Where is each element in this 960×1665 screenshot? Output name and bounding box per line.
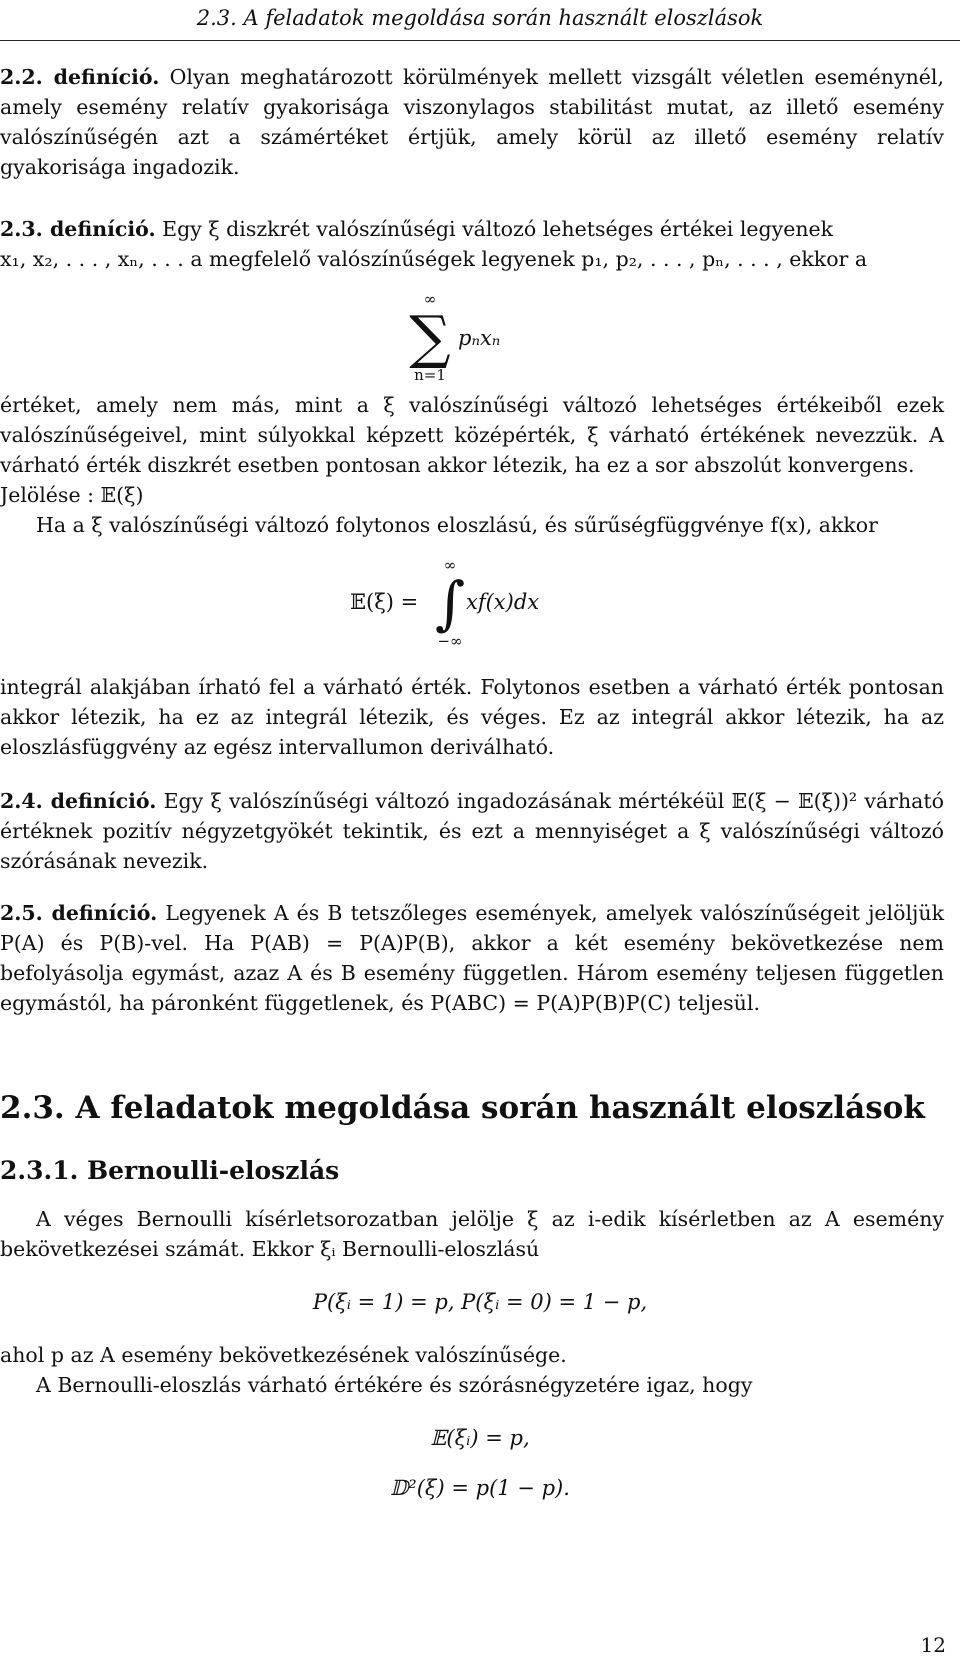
sum-upper-limit: ∞ — [423, 290, 437, 308]
definition-text-cont: x₁, x₂, . . . , xₙ, . . . a megfelelő valószínűségek legyenek p₁, p₂, . . . , pₙ, . . . , ekkor a — [0, 247, 868, 271]
definition-text: Egy ξ valószínűségi változó ingadozásának mértékéül 𝔼(ξ − 𝔼(ξ))² várható értéknek pozitív négyzetgyökét tekintik, és ezt a mennyiséget a ξ valószínűségi változó szórásának nevezik. — [0, 789, 944, 873]
bernoulli-intro: A véges Bernoulli kísérletsorozatban jelölje ξ az i-edik kísérletben az A esemény bekövetkezései számát. Ekkor ξᵢ Bernoulli-eloszlású — [0, 1207, 944, 1261]
definition-text: Olyan meghatározott körülmények mellett vizsgált véletlen eseménynél, amely esemény relatív gyakorisága viszonylagos stabilitást mutat, az illető esemény valószínűségén azt a számértéket értjük, amely körül az illető esemény relatív gyakorisága ingadozik. — [0, 65, 944, 179]
definition-text: Egy ξ diszkrét valószínűségi változó lehetséges értékei legyenek — [155, 217, 834, 241]
bernoulli-formula: P(ξᵢ = 1) = p, P(ξᵢ = 0) = 1 − p, — [312, 1290, 648, 1314]
definition-2-2 — [0, 62, 944, 182]
sum-lower-limit: n=1 — [414, 366, 446, 384]
page-number: 12 — [920, 1633, 946, 1657]
definition-2-5 — [0, 898, 944, 1018]
subsection-heading: 2.3.1. Bernoulli-eloszlás — [0, 1156, 340, 1185]
integral-upper-limit: ∞ — [443, 556, 457, 574]
definition-label: 2.2. definíció. — [0, 65, 160, 89]
integral-lhs: 𝔼(ξ) = — [350, 590, 419, 614]
expected-value-equation: 𝔼(ξᵢ) = p, — [430, 1426, 530, 1450]
integrand: xf(x)dx — [466, 590, 540, 614]
bernoulli-claim: A Bernoulli-eloszlás várható értékére és szórásnégyzetére igaz, hogy — [36, 1373, 753, 1397]
section-heading: 2.3. A feladatok megoldása során használt eloszlások — [0, 1090, 925, 1126]
sum-term: pₙxₙ — [458, 326, 501, 350]
sum-symbol: ∑ — [409, 303, 451, 371]
definition-label: 2.5. definíció. — [0, 901, 158, 925]
definition-2-4 — [0, 786, 944, 876]
integral-lower-limit: −∞ — [437, 632, 463, 650]
variance-equation: 𝔻²(ξ) = p(1 − p). — [390, 1476, 570, 1500]
expected-value-description — [0, 390, 944, 510]
header-rule — [0, 40, 960, 41]
definition-2-3 — [0, 214, 944, 274]
continuous-case-text: Ha a ξ valószínűségi változó folytonos eloszlású, és sűrűségfüggvénye f(x), akkor — [36, 513, 878, 537]
integral-explanation: integrál alakjában írható fel a várható érték. Folytonos esetben a várható érték pontosan akkor létezik, ha ez az integrál létezik, és véges. Ez az integrál akkor létezik, ha az eloszlásfüggvény az egész intervallumon deriválható. — [0, 675, 944, 759]
sum-operator — [408, 290, 452, 384]
running-head: 2.3. A feladatok megoldása során használt eloszlások — [196, 6, 764, 30]
definition-label: 2.4. definíció. — [0, 789, 157, 813]
definition-text: Legyenek A és B tetszőleges események, amelyek valószínűségeit jelöljük P(A) és P(B)-vel. Ha P(AB) = P(A)P(B), akkor a két esemény bekövetkezése nem befolyásolja egymást, azaz A és B esemény független. Három esemény teljesen független egymástól, ha páronként függetlenek, és P(ABC) = P(A)P(B)P(C) teljesül. — [0, 901, 944, 1015]
definition-label: 2.3. definíció. — [0, 217, 156, 241]
integral-symbol: ∫ — [434, 569, 466, 637]
paragraph-text: értéket, amely nem más, mint a ξ valószínűségi változó lehetséges értékeiből ezek valószínűségeivel, mint súlyokkal képzett középérték, ξ várható értékének nevezzük. A várható érték diszkrét esetben pontosan akkor létezik, ha ez a sor abszolút konvergens. — [0, 393, 944, 477]
bernoulli-where: ahol p az A esemény bekövetkezésének valószínűsége. — [0, 1343, 567, 1367]
notation-line: Jelölése : 𝔼(ξ) — [0, 483, 144, 507]
